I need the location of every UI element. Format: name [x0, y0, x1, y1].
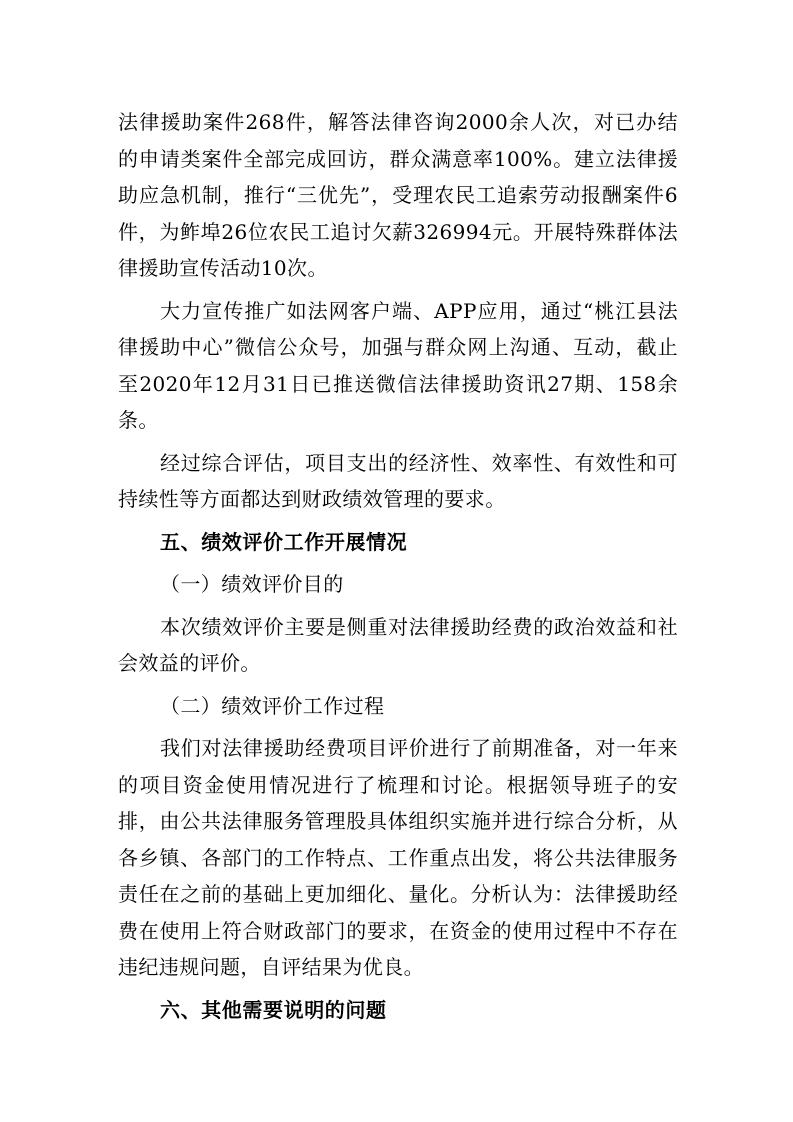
- subsection-two-body: 我们对法律援助经费项目评价进行了前期准备，对一年来的项目资金使用情况进行了梳理和讨论。根据领导班子的安排，由公共法律服务管理股具体组织实施并进行综合分析，从各乡镇、各部门的工作特点、工作重点出发，将公共法律服务责任在之前的基础上更加细化、量化。分析认为：法律援助经费在使用上符合财政部门的要求，在资金的使用过程中不存在违纪违规问题，自评结果为优良。: [118, 736, 678, 979]
- subsection-one-body: 本次绩效评价主要是侧重对法律援助经费的政治效益和社会效益的评价。: [118, 614, 678, 675]
- section-six-heading: 六、其他需要说明的问题: [160, 997, 387, 1022]
- paragraph-legal-aid-cases: 法律援助案件268件，解答法律咨询2000余人次，对已办结的申请类案件全部完成回访，群众满意率100%。建立法律援助应急机制，推行“三优先”，受理农民工追索劳动报酬案件6件，为鲊埠26位农民工追讨欠薪326994元。开展特殊群体法律援助宣传活动10次。: [118, 110, 678, 280]
- subsection-one-title: （一）绩效评价目的: [160, 572, 344, 596]
- paragraph-promotion: 大力宣传推广如法网客户端、APP应用，通过“桃江县法律援助中心”微信公众号，加强与群众网上沟通、互动，截止至2020年12月31日已推送微信法律援助资讯27期、158余条。: [118, 298, 678, 432]
- section-five-heading: 五、绩效评价工作开展情况: [160, 529, 408, 554]
- paragraph-evaluation-summary: 经过综合评估，项目支出的经济性、效率性、有效性和可持续性等方面都达到财政绩效管理的要求。: [118, 450, 678, 511]
- subsection-two-title: （二）绩效评价工作过程: [160, 693, 385, 718]
- document-body: [118, 104, 678, 1028]
